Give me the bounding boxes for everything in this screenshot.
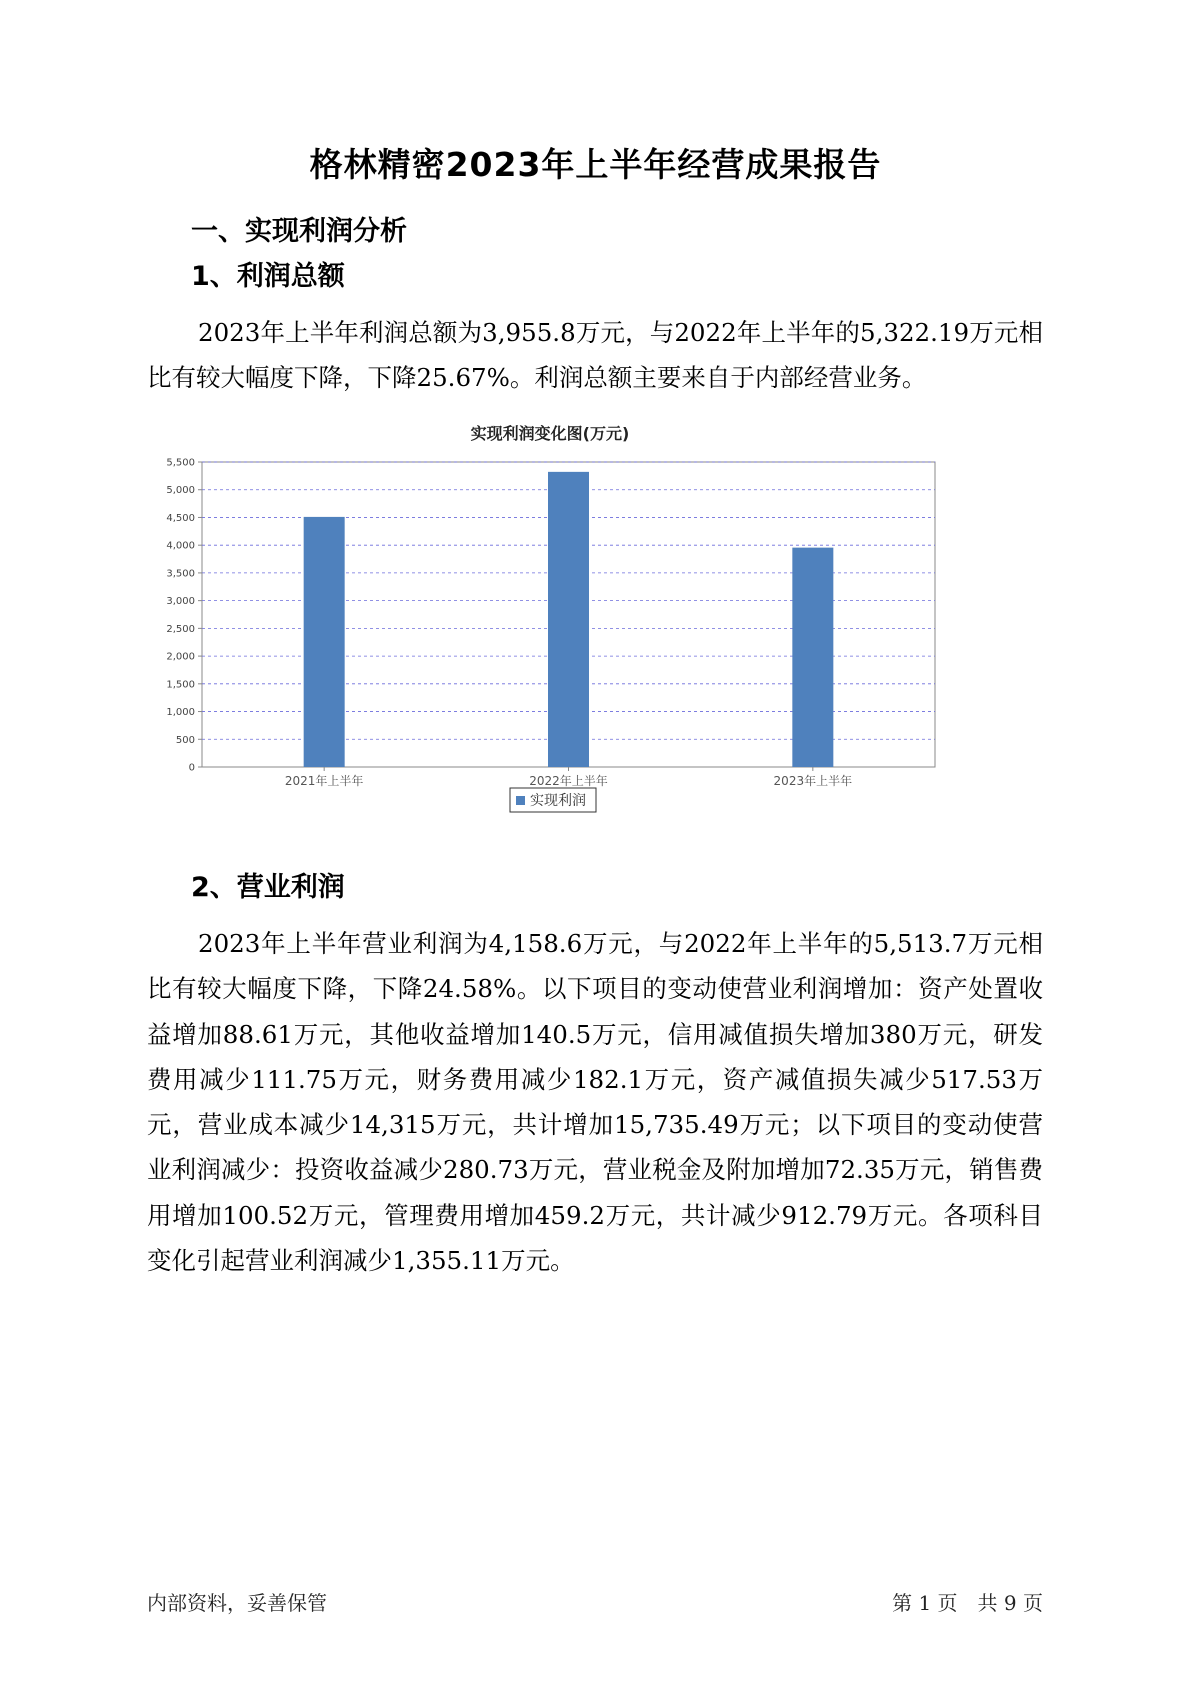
y-tick-label: 4,000	[166, 540, 195, 552]
x-tick-label: 2021年上半年	[284, 774, 364, 788]
y-tick-label: 1,500	[166, 679, 195, 691]
y-tick-label: 500	[175, 734, 195, 746]
legend-swatch	[516, 796, 525, 805]
chart-x-axis	[285, 767, 852, 788]
bar-2021年上半年	[304, 517, 345, 767]
bar-2023年上半年	[792, 548, 833, 767]
y-tick-label: 4,500	[166, 512, 195, 524]
y-tick-label: 1,000	[166, 707, 195, 719]
x-tick-label: 2022年上半年	[529, 774, 608, 788]
profit-bar-chart	[160, 416, 1030, 906]
y-tick-label: 5,000	[166, 485, 195, 497]
y-tick-label: 3,500	[166, 568, 195, 580]
subheading-operating-profit: 2、营业利润	[191, 872, 345, 903]
chart-y-axis	[166, 458, 202, 774]
paragraph-total-profit: 2023年上半年利润总额为3,955.8万元，与2022年上半年的5,322.19万元相比有较大幅度下降，下降25.67%。利润总额主要来自于内部经营业务。	[147, 318, 1043, 393]
chart-legend	[510, 788, 596, 812]
document-title: 格林精密2023年上半年经营成果报告	[309, 145, 882, 184]
chart-bars	[304, 472, 834, 767]
y-tick-label: 2,000	[166, 651, 195, 663]
y-tick-label: 2,500	[166, 623, 195, 635]
x-tick-label: 2023年上半年	[773, 774, 853, 788]
chart-title: 实现利润变化图(万元)	[470, 424, 630, 443]
profit-chart-svg	[160, 416, 1030, 906]
paragraph-operating-profit: 2023年上半年营业利润为4,158.6万元，与2022年上半年的5,513.7万元相比有较大幅度下降，下降24.58%。以下项目的变动使营业利润增加：资产处置收益增加88.61万元，其他收益增加140.5万元，信用减值损失增加380万元，研发费用减少111.75万元，财务费用减少182.1万元，资产减值损失减少517.53万元，营业成本减少14,315万元，共计增加15,735.49万元；以下项目的变动使营业利润减少：投资收益减少280.73万元，营业税金及附加增加72.35万元，销售费用增加100.52万元，管理费用增加459.2万元，共计减少912.79万元。各项科目变化引起营业利润减少1,355.11万元。	[147, 929, 1043, 1276]
y-tick-label: 0	[188, 762, 195, 774]
y-tick-label: 3,000	[166, 596, 195, 608]
footer-page-number: 第 1 页 共 9 页	[892, 1591, 1043, 1615]
subheading-total-profit: 1、利润总额	[191, 261, 345, 292]
legend-label: 实现利润	[530, 793, 586, 809]
y-tick-label: 5,500	[166, 457, 195, 469]
section-heading-profit-analysis: 一、实现利润分析	[191, 216, 407, 247]
footer-confidential-note: 内部资料，妥善保管	[147, 1591, 327, 1615]
bar-2022年上半年	[548, 472, 589, 767]
